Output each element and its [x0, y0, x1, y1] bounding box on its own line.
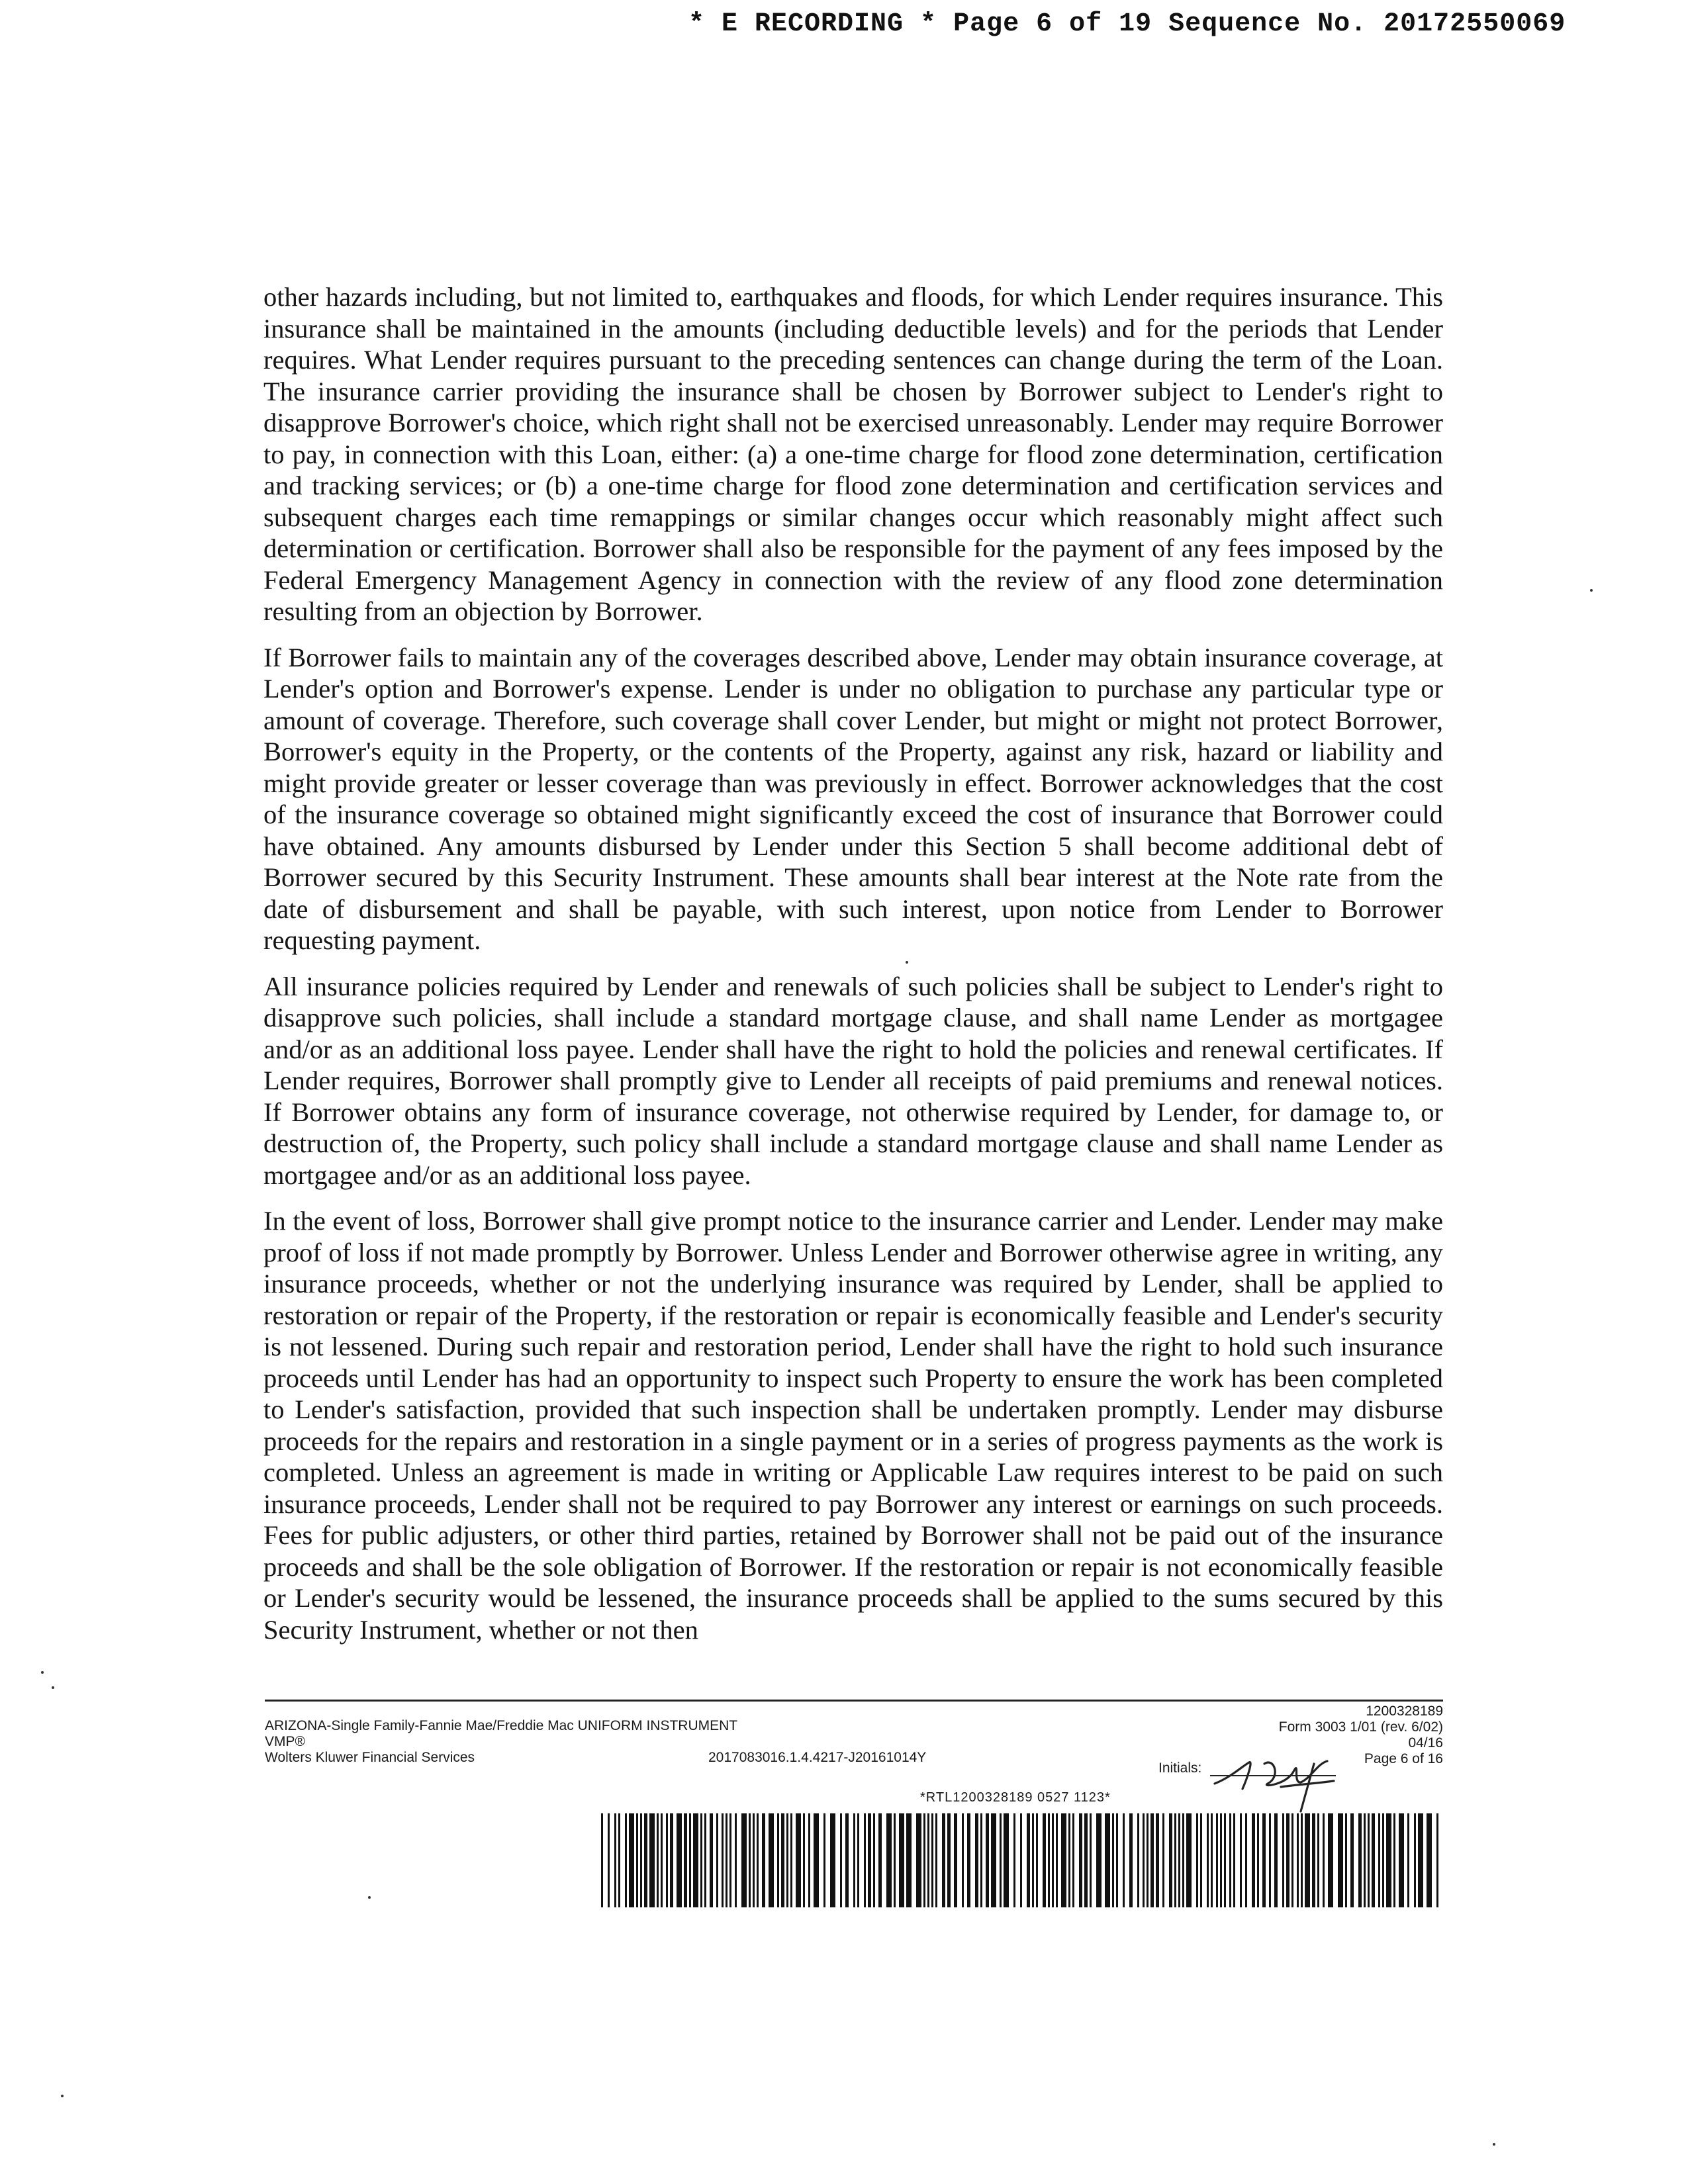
page-label: Page 6 of 16: [1364, 1751, 1443, 1766]
form-title: ARIZONA-Single Family-Fannie Mae/Freddie Mac UNIFORM INSTRUMENT: [265, 1718, 738, 1733]
paragraph-event-of-loss: In the event of loss, Borrower shall give prompt notice to the insurance carrier and Lender. Lender may make proof of loss if not made promptly by Borrower. Unless Lender and Borrower otherwise agree in writing, any insurance proceeds, whether or not the underlying insurance was required by Lender, shall be applied to restoration or repair of the Property, if the restoration or repair is economically feasible and Lender's security is not lessened. During such repair and restoration period, Lender shall have the right to hold such insurance proceeds until Lender has had an opportunity to inspect such Property to ensure the work has been completed to Lender's satisfaction, provided that such inspection shall be undertaken promptly. Lender may disburse proceeds for the repairs and restoration in a single payment or in a series of progress payments as the work is completed. Unless an agreement is made in writing or Applicable Law requires interest to be paid on such insurance proceeds, Lender shall not be required to pay Borrower any interest or earnings on such proceeds. Fees for public adjusters, or other third parties, retained by Borrower shall not be paid out of the insurance proceeds and shall be the sole obligation of Borrower. If the restoration or repair is not economically feasible or Lender's security would be lessened, the insurance proceeds shall be applied to the sums secured by this Security Instrument, whether or not then: [263, 1206, 1443, 1645]
paragraph-insurance-policies: All insurance policies required by Lender and renewals of such policies shall be subject to Lender's right to disapprove such policies, shall include a standard mortgage clause, and shall name Lender as mortgagee and/or as an additional loss payee. Lender shall have the right to hold the policies and renewal certificates. If Lender requires, Borrower shall promptly give to Lender all receipts of paid premiums and renewal notices. If Borrower obtains any form of insurance coverage, not otherwise required by Lender, for damage to, or destruction of, the Property, such policy shall include a standard mortgage clause and shall name Lender as mortgagee and/or as an additional loss payee.: [263, 971, 1443, 1190]
scan-speck: [368, 1896, 371, 1899]
loan-number: 1200328189: [1366, 1704, 1443, 1719]
scan-speck: [1493, 2143, 1495, 2146]
scan-speck: [906, 961, 908, 964]
paragraph-lender-coverage: If Borrower fails to maintain any of the coverages described above, Lender may obtain insurance coverage, at Lender's option and Borrower's expense. Lender is under no obligation to purchase any particular type or amount of coverage. Therefore, such coverage shall cover Lender, but might or might not protect Borrower, Borrower's equity in the Property, or the contents of the Property, against any risk, hazard or liability and might provide greater or lesser coverage than was previously in effect. Borrower acknowledges that the cost of the insurance coverage so obtained might significantly exceed the cost of insurance that Borrower could have obtained. Any amounts disbursed by Lender under this Section 5 shall become additional debt of Borrower secured by this Security Instrument. These amounts shall bear interest at the Note rate from the date of disbursement and shall be payable, with such interest, upon notice from Lender to Borrower requesting payment.: [263, 642, 1443, 955]
form-number: Form 3003 1/01 (rev. 6/02): [1278, 1719, 1443, 1735]
form-date: 04/16: [1408, 1735, 1443, 1751]
paragraph-flood-insurance: other hazards including, but not limited to, earthquakes and floods, for which Lender requires insurance. This insurance shall be maintained in the amounts (including deductible levels) and for the periods that Lender requires. What Lender requires pursuant to the preceding sentences can change during the term of the Loan. The insurance carrier providing the insurance shall be chosen by Borrower subject to Lender's right to disapprove Borrower's choice, which right shall not be exercised unreasonably. Lender may require Borrower to pay, in connection with this Loan, either: (a) a one-time charge for flood zone determination, certification and tracking services; or (b) a one-time charge for flood zone determination and certification services and subsequent charges each time remappings or similar changes occur which reasonably might affect such determination or certification. Borrower shall also be responsible for the payment of any fees imposed by the Federal Emergency Management Agency in connection with the review of any flood zone determination resulting from an objection by Borrower.: [263, 282, 1443, 626]
barcode: [601, 1813, 1443, 1907]
scan-speck: [1590, 589, 1593, 592]
document-body: [263, 281, 1443, 1660]
scan-speck: [52, 1686, 54, 1689]
publisher-name: Wolters Kluwer Financial Services: [265, 1750, 475, 1765]
footer-divider: [265, 1700, 1443, 1702]
vmp-label: VMP®: [265, 1734, 305, 1749]
barcode-text: *RTL1200328189 0527 1123*: [920, 1790, 1111, 1805]
document-code: 2017083016.1.4.4217-J20161014Y: [708, 1750, 927, 1765]
scan-speck: [41, 1671, 44, 1674]
recording-header: * E RECORDING * Page 6 of 19 Sequence No. 20172550069: [688, 9, 1566, 39]
initials-signature: [1201, 1737, 1360, 1817]
initials-label: Initials:: [1158, 1760, 1202, 1776]
scan-speck: [61, 2095, 64, 2097]
